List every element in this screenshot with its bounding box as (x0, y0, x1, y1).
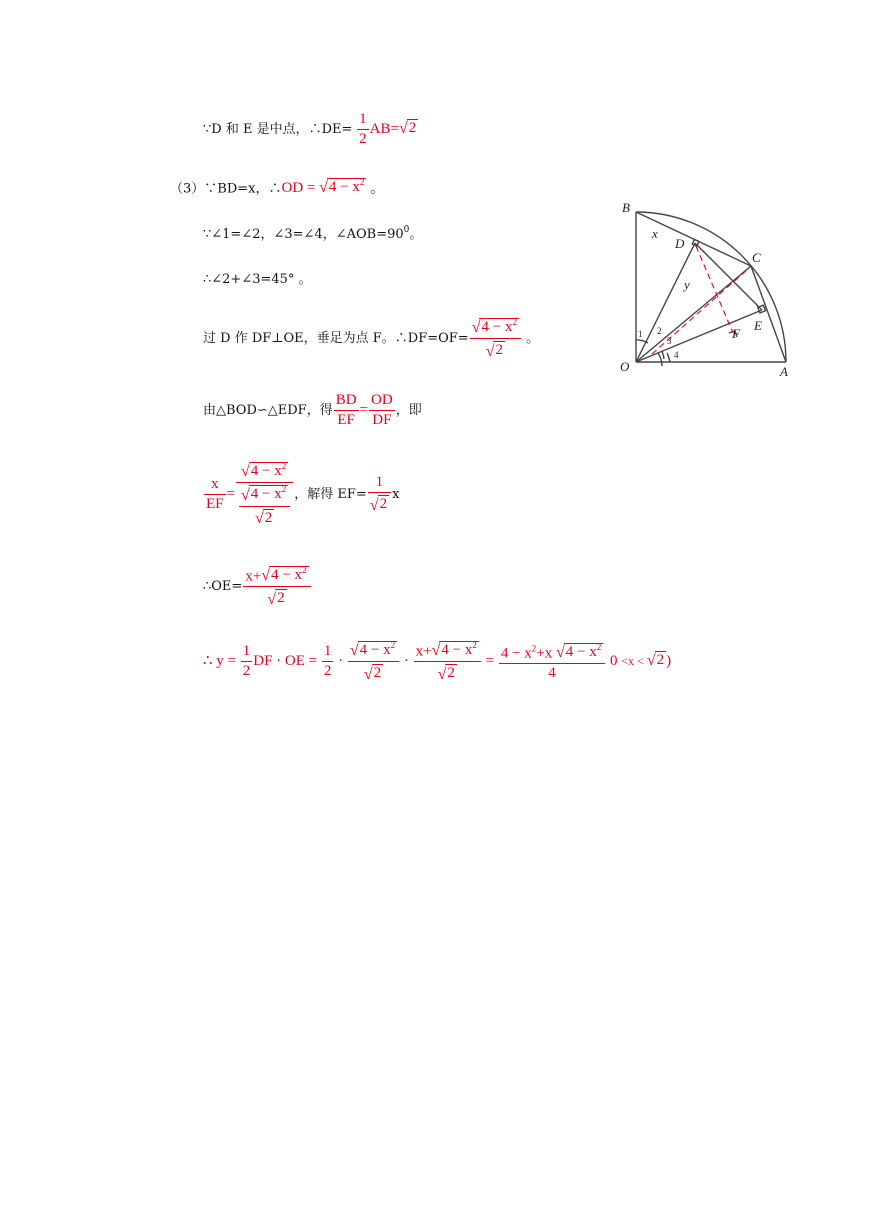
label-x: x (652, 226, 658, 241)
frac-oe: x+ √ $4 - x^2$ √ 2 (243, 566, 310, 608)
segment-od (636, 243, 695, 362)
label-f: F (732, 326, 740, 341)
dashed-df (696, 246, 733, 333)
label-c: C (752, 250, 761, 265)
frac-df: √ $4 - x^2$ √ 2 (470, 318, 521, 360)
line1-prefix: ∵D 和 E 是中点，∴DE= (203, 121, 353, 137)
frac-x-ef: $\frac{x}{EF}$ (206, 475, 224, 512)
frac-half-b: $\frac{1}{2}$ (323, 643, 332, 680)
frac-compound: √ $4 - x^2$ √ $4 - x^2$ √ 2 (236, 462, 293, 527)
label-a: A (780, 364, 788, 379)
label-angle1: 1 (638, 329, 643, 339)
label-angle4: 4 (674, 350, 679, 360)
frac-f1: √ $4 - x^2$ √ 2 (348, 641, 399, 683)
label-angle2: 2 (657, 326, 662, 336)
line-oe: ∴OE= x+ √ $4 - x^2$ √ 2 (203, 566, 312, 608)
line-de-midpoint: ∵D 和 E 是中点，∴DE= $\frac{1}{2}$ AB= √ 2 (203, 111, 417, 147)
label-d: D (675, 236, 685, 251)
frac-od-df: $\frac{OD}{DF}$ (371, 392, 393, 428)
line-part3-od: （3）∵BD=x，∴OD = √ $4 - x^2$ 。 (170, 177, 384, 197)
segment-oe (636, 310, 762, 362)
label-b: B (622, 200, 630, 215)
sqrt-4-minus-x2: √ $4 - x^2$ (319, 177, 365, 197)
label-e: E (754, 318, 762, 333)
line-y-formula: ∴ y = $\frac{1}{2}$ DF · OE = $\frac{1}{2}$ · √ $4 - x^2$ √ 2 · x+ √ $4 - x^2$ √ 2 = $4 - x^2+x$ √ $4 - x^2$ 4 0 <x < √ 2 ) (203, 640, 672, 683)
geometry-figure (612, 196, 797, 381)
segment-ca (751, 266, 786, 362)
label-angle3: 3 (667, 336, 672, 346)
label-o: O (620, 359, 630, 374)
frac-half: $\frac{1}{2}$ (359, 111, 367, 147)
arc-ba (636, 212, 786, 362)
label-y: y (684, 277, 690, 292)
frac-half-a: $\frac{1}{2}$ (242, 643, 251, 680)
frac-bd-ef: $\frac{BD}{EF}$ (335, 392, 357, 428)
frac-f3: $4 - x^2+x$ √ $4 - x^2$ 4 (499, 643, 605, 681)
frac-f2: x+ √ $4 - x^2$ √ 2 (414, 641, 481, 683)
segment-oc (636, 266, 751, 362)
line-similar: 由△BOD∽△EDF，得 $\frac{BD}{EF}$ = $\frac{OD}{DF}$ ，即 (203, 392, 422, 428)
line-angles: ∵∠1=∠2，∠3=∠4，$\angle AOB=90^0$。 (203, 225, 423, 242)
line-angle-sum: ∴∠2+∠3=45° 。 (203, 272, 312, 287)
frac-one-root2: 1 √ 2 (368, 475, 391, 513)
sqrt-2: √ 2 (398, 119, 417, 137)
line-df: 过 D 作 DF⊥OE，垂足为点 F。∴DF=OF= √ $4 - x^2$ √ 2 。 (203, 317, 540, 360)
line-ef-solve: $\frac{x}{EF}$ = √ $4 - x^2$ √ $4 - x^2$ √ 2 ，解得 EF= 1 √ 2 x (206, 461, 400, 527)
